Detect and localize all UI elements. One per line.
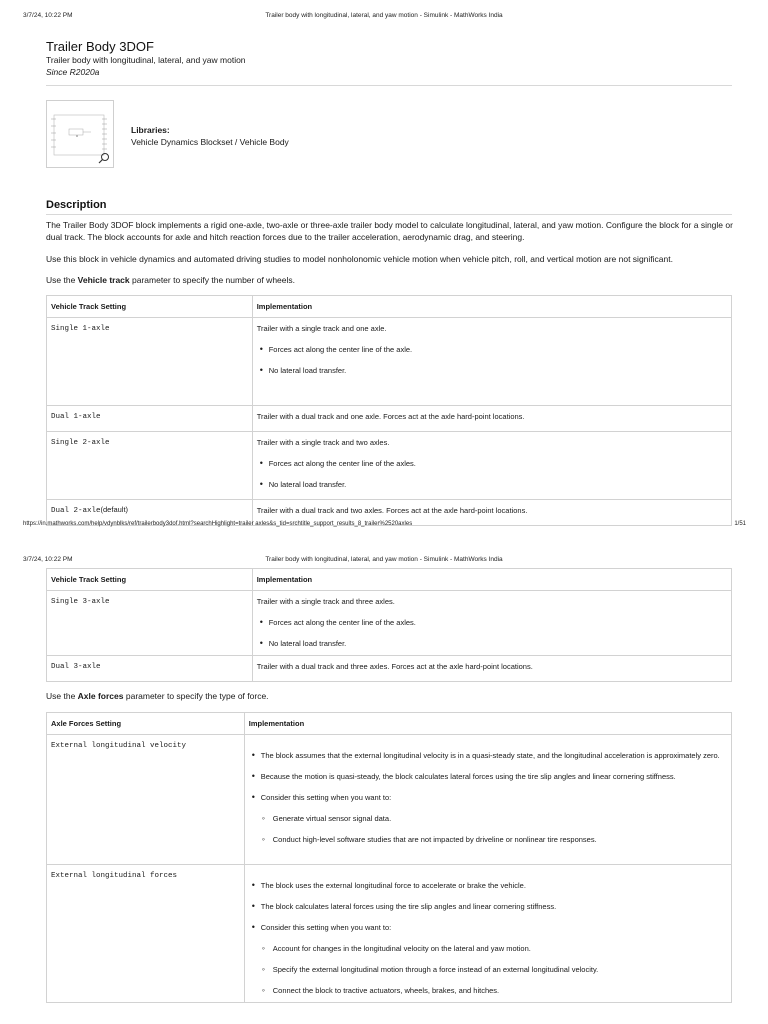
print-title: Trailer body with longitudinal, lateral, and yaw motion - Simulink - MathWorks India (265, 556, 503, 563)
table-header: Vehicle Track Setting (47, 569, 253, 591)
setting-value: Single 3-axle (51, 598, 110, 606)
list-item: • Forces act along the center line of the axle. (257, 344, 727, 355)
list-item: • Forces act along the center line of the axles. (257, 617, 727, 628)
setting-value: Single 2-axle (51, 439, 110, 447)
description-divider (46, 214, 732, 215)
table-header: Implementation (244, 713, 731, 735)
table-row (47, 735, 732, 865)
list-item: • The block calculates lateral forces using the tire slip angles and linear cornering stiffness. (249, 901, 727, 912)
axle-forces-intro: Use the Axle forces parameter to specify the type of force. (46, 691, 269, 701)
setting-value: Dual 1-axle (51, 413, 101, 421)
description-paragraph-2: Use this block in vehicle dynamics and automated driving studies to model nonholonomic vehicle motion when vehicle pitch, roll, and vertical motion are not significant. (46, 254, 673, 264)
block-thumbnail[interactable] (46, 100, 114, 168)
implementation-text: Trailer with a dual track and two axles. Forces act at the axle hard-point locations. (256, 506, 528, 515)
table-row (47, 865, 732, 1003)
libraries-heading: Libraries: (131, 125, 170, 135)
print-title: Trailer body with longitudinal, lateral, and yaw motion - Simulink - MathWorks India (265, 12, 503, 19)
setting-value: Dual 2-axle (51, 507, 101, 515)
default-marker: (default) (100, 505, 129, 514)
axle-forces-table (46, 712, 732, 1003)
table-header: Vehicle Track Setting (47, 296, 253, 318)
table-header: Axle Forces Setting (47, 713, 245, 735)
vehicle-track-link[interactable]: Vehicle track (77, 275, 130, 285)
page-title: Trailer Body 3DOF (46, 39, 154, 54)
print-date: 3/7/24, 10:22 PM (23, 556, 73, 563)
list-item: • Consider this setting when you want to: (249, 922, 727, 933)
table-row (47, 656, 732, 682)
list-item: • Because the motion is quasi-steady, the block calculates lateral forces using the tire slip angles and linear cornering stiffness. (249, 771, 727, 782)
setting-value: External longitudinal velocity (51, 742, 187, 750)
list-item: • The block assumes that the external longitudinal velocity is in a quasi-steady state, and the longitudinal acceleration is approximately zero. (249, 750, 727, 761)
sub-list-item: ◦ Specify the external longitudinal motion through a force instead of an external longitudinal velocity. (249, 964, 727, 975)
list-item: • No lateral load transfer. (257, 479, 727, 490)
table-row (47, 318, 732, 406)
sub-list-item: ◦ Generate virtual sensor signal data. (249, 813, 727, 824)
list-item: • No lateral load transfer. (257, 365, 727, 376)
page-url: https://in.mathworks.com/help/vdynblks/ref/trailerbody3dof.html?searchHighlight=trailer axles&s_tid=srchtitle_support_results_8_trailer%2520axles (23, 521, 413, 527)
list-item: • Forces act along the center line of the axles. (257, 458, 727, 469)
vehicle-track-intro: Use the Vehicle track parameter to specify the number of wheels. (46, 275, 296, 285)
zoom-icon[interactable] (98, 152, 110, 164)
page-subtitle: Trailer body with longitudinal, lateral, and yaw motion (46, 55, 246, 65)
libraries-path[interactable]: Vehicle Dynamics Blockset / Vehicle Body (131, 137, 289, 147)
since-release: Since R2020a (46, 67, 100, 77)
implementation-text: Trailer with a single track and two axles. (256, 438, 390, 447)
table-row (47, 406, 732, 432)
table-row (47, 432, 732, 500)
setting-value: Single 1-axle (51, 325, 110, 333)
table-header: Implementation (252, 296, 731, 318)
description-heading: Description (46, 199, 107, 211)
table-row (47, 591, 732, 656)
implementation-text: Trailer with a single track and three axles. (256, 597, 395, 606)
divider (46, 85, 732, 86)
list-item: • No lateral load transfer. (257, 638, 727, 649)
print-date: 3/7/24, 10:22 PM (23, 12, 73, 19)
sub-list-item: ◦ Conduct high-level software studies that are not impacted by driveline or nonlinear tire responses. (249, 834, 727, 845)
description-paragraph-1: The Trailer Body 3DOF block implements a rigid one-axle, two-axle or three-axle trailer body model to calculate longitudinal, lateral, and yaw motion. Configure the block for a single or dual track. The block accounts for axle and hitch reaction forces due to the trailer acceleration, aerodynamic drag, and steering. (46, 220, 733, 242)
list-item: • Consider this setting when you want to: (249, 792, 727, 803)
setting-value: External longitudinal forces (51, 872, 178, 880)
vehicle-track-table (46, 295, 732, 526)
sub-list-item: ◦ Connect the block to tractive actuators, wheels, brakes, and hitches. (249, 985, 727, 996)
implementation-text: Trailer with a dual track and three axles. Forces act at the axle hard-point locations. (256, 662, 533, 671)
vehicle-track-table-continued (46, 568, 732, 682)
page-number: 1/51 (734, 521, 746, 527)
sub-list-item: ◦ Account for changes in the longitudinal velocity on the lateral and yaw motion. (249, 943, 727, 954)
implementation-text: Trailer with a single track and one axle. (256, 324, 387, 333)
setting-value: Dual 3-axle (51, 663, 101, 671)
list-item: • The block uses the external longitudinal force to accelerate or brake the vehicle. (249, 880, 727, 891)
table-header: Implementation (252, 569, 731, 591)
print-header (0, 12, 768, 26)
implementation-text: Trailer with a dual track and one axle. Forces act at the axle hard-point locations. (256, 412, 525, 421)
axle-forces-link[interactable]: Axle forces (77, 691, 124, 701)
